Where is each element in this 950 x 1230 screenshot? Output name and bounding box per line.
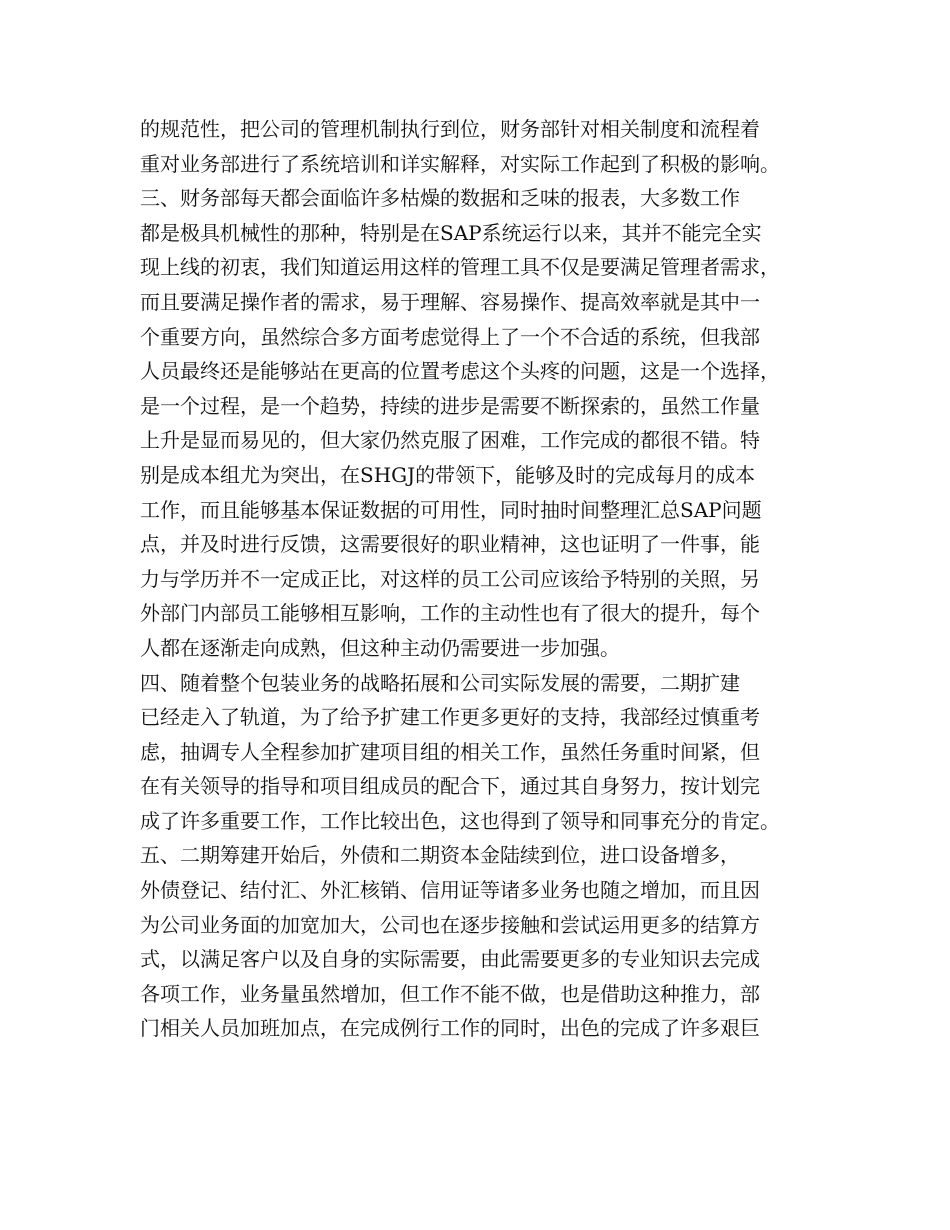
- text-line: 别是成本组尤为突出，在SHGJ的带领下，能够及时的完成每月的成本: [140, 462, 756, 487]
- text-line: 都是极具机械性的那种，特别是在SAP系统运行以来，其并不能完全实: [140, 220, 762, 245]
- text-line: 重对业务部进行了系统培训和详实解释，对实际工作起到了积极的影响。: [140, 151, 780, 176]
- text-line: 个重要方向，虽然综合多方面考虑觉得上了一个不合适的系统，但我部: [140, 324, 760, 349]
- text-line: 各项工作，业务量虽然增加，但工作不能不做，也是借助这种推力，部: [140, 981, 760, 1006]
- text-line: 人都在逐渐走向成熟，但这种主动仍需要进一步加强。: [140, 635, 620, 660]
- text-line: 三、财务部每天都会面临许多枯燥的数据和乏味的报表，大多数工作: [140, 186, 740, 211]
- text-line: 外部门内部员工能够相互影响，工作的主动性也有了很大的提升，每个: [140, 601, 760, 626]
- text-line: 五、二期筹建开始后，外债和二期资本金陆续到位，进口设备增多，: [140, 843, 740, 868]
- text-line: 工作，而且能够基本保证数据的可用性，同时抽时间整理汇总SAP问题: [140, 497, 762, 522]
- text-line: 成了许多重要工作，工作比较出色，这也得到了领导和同事充分的肯定。: [140, 808, 780, 833]
- text-line: 虑，抽调专人全程参加扩建项目组的相关工作，虽然任务重时间紧，但: [140, 739, 760, 764]
- text-line: 上升是显而易见的，但大家仍然克服了困难，工作完成的都很不错。特: [140, 428, 760, 453]
- text-line: 点，并及时进行反馈，这需要很好的职业精神，这也证明了一件事，能: [140, 532, 760, 557]
- text-line: 在有关领导的指导和项目组成员的配合下，通过其自身努力，按计划完: [140, 774, 760, 799]
- text-line: 四、随着整个包装业务的战略拓展和公司实际发展的需要，二期扩建: [140, 670, 740, 695]
- text-line: 而且要满足操作者的需求，易于理解、容易操作、提高效率就是其中一: [140, 289, 760, 314]
- text-line: 现上线的初衷，我们知道运用这样的管理工具不仅是要满足管理者需求，: [140, 255, 780, 280]
- text-line: 门相关人员加班加点，在完成例行工作的同时，出色的完成了许多艰巨: [140, 1016, 760, 1041]
- text-line: 为公司业务面的加宽加大，公司也在逐步接触和尝试运用更多的结算方: [140, 912, 760, 937]
- text-line: 是一个过程，是一个趋势，持续的进步是需要不断探索的，虽然工作量: [140, 393, 760, 418]
- body-text: [140, 112, 840, 1046]
- text-line: 力与学历并不一定成正比，对这样的员工公司应该给予特别的关照，另: [140, 566, 760, 591]
- text-line: 已经走入了轨道，为了给予扩建工作更多更好的支持，我部经过慎重考: [140, 705, 760, 730]
- text-line: 式，以满足客户以及自身的实际需要，由此需要更多的专业知识去完成: [140, 947, 760, 972]
- text-line: 人员最终还是能够站在更高的位置考虑这个头疼的问题，这是一个选择，: [140, 359, 780, 384]
- text-line: 的规范性，把公司的管理机制执行到位，财务部针对相关制度和流程着: [140, 117, 760, 141]
- text-line: 外债登记、结付汇、外汇核销、信用证等诸多业务也随之增加，而且因: [140, 878, 760, 903]
